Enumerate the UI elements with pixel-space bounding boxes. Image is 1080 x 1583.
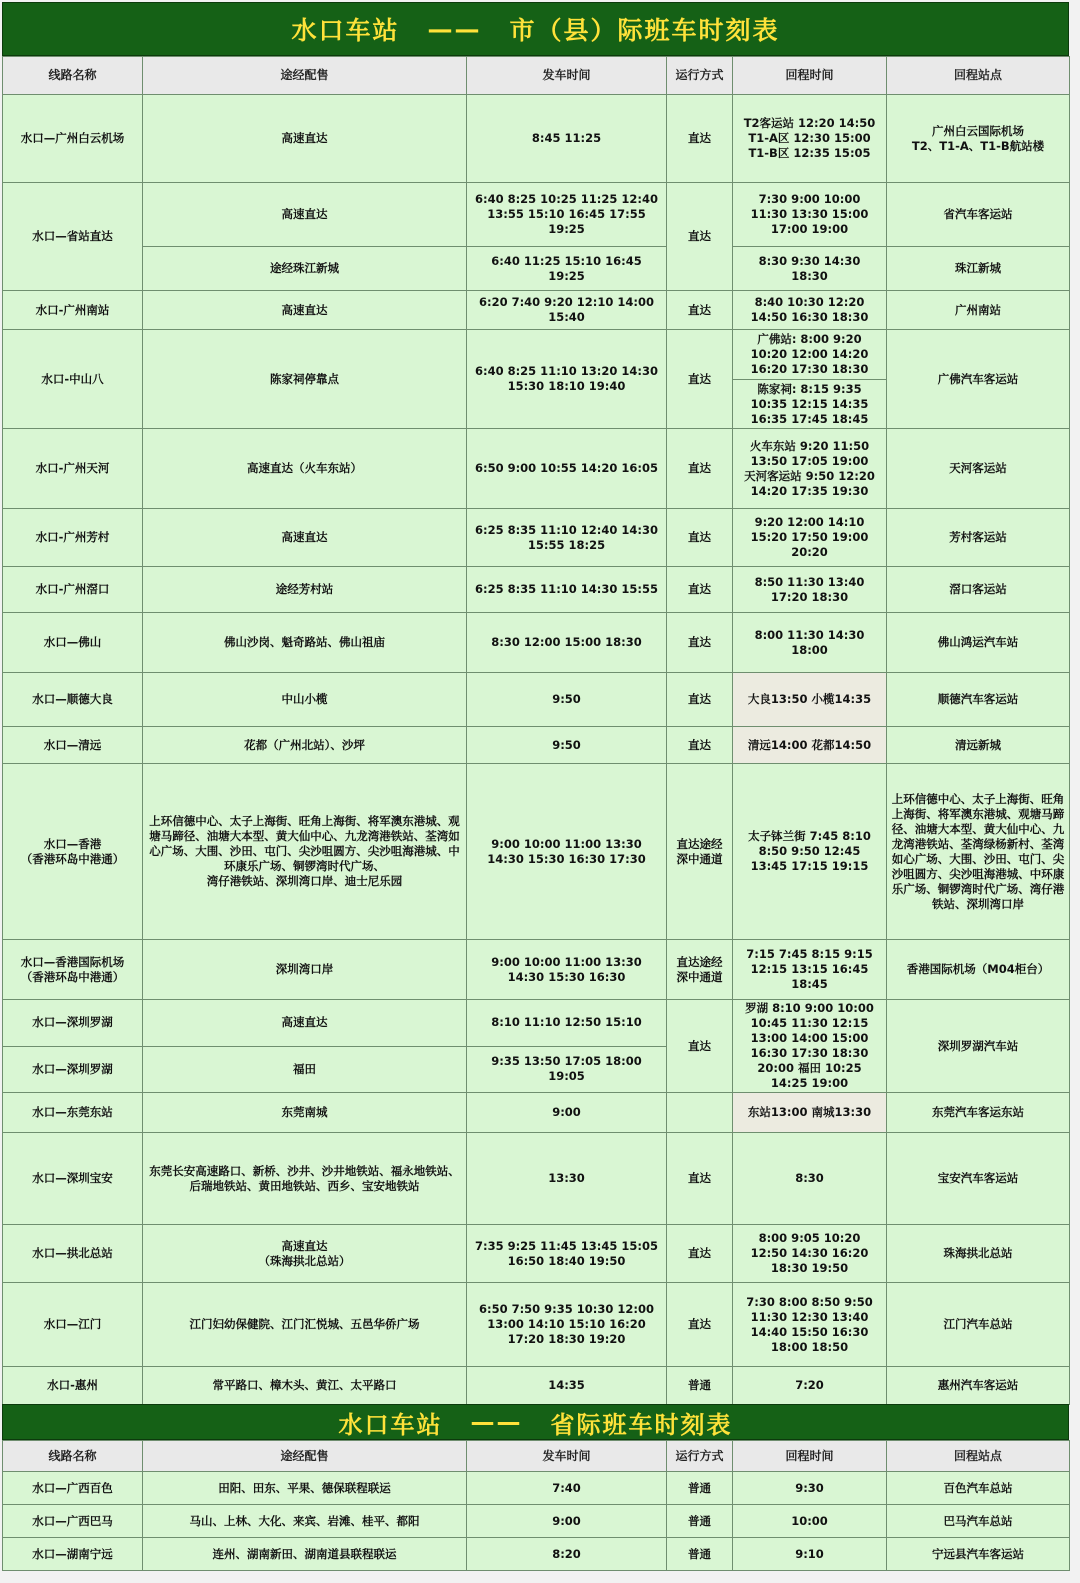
header-via: 途经配售 (143, 57, 467, 95)
route-cell: 水口-广州南站 (3, 291, 143, 330)
table-row (3, 1367, 1070, 1405)
table-row (3, 509, 1070, 567)
return-stop-cell: 清远新城 (887, 727, 1070, 764)
table-header-row (3, 1441, 1070, 1472)
return-time-cell: 火车东站 9:20 11:50 13:50 17:05 19:00 天河客运站 9:50 12:20 14:20 17:35 19:30 (733, 429, 887, 509)
return-stop-cell: 佛山鸿运汽车站 (887, 613, 1070, 673)
return-stop-cell: 广佛汽车客运站 (887, 330, 1070, 429)
table-row (3, 330, 1070, 429)
via-cell: 东莞南城 (143, 1093, 467, 1133)
return-stop-cell: 深圳罗湖汽车站 (887, 1000, 1070, 1093)
depart-cell: 13:30 (467, 1133, 667, 1225)
via-cell: 江门妇幼保健院、江门汇悦城、五邑华侨广场 (143, 1283, 467, 1367)
mode-cell: 直达 (667, 1000, 733, 1093)
return-time-cell: 8:50 11:30 13:40 17:20 18:30 (733, 567, 887, 613)
route-cell: 水口-中山八 (3, 330, 143, 429)
return-time-cell: 8:00 9:05 10:20 12:50 14:30 16:20 18:30 19:50 (733, 1225, 887, 1283)
via-cell: 陈家祠停靠点 (143, 330, 467, 429)
route-cell: 水口—湖南宁远 (3, 1538, 143, 1571)
table-row (3, 1283, 1070, 1367)
mode-cell: 直达 (667, 727, 733, 764)
depart-cell: 7:35 9:25 11:45 13:45 15:05 16:50 18:40 19:50 (467, 1225, 667, 1283)
mode-cell: 直达 (667, 95, 733, 183)
depart-cell: 7:40 (467, 1472, 667, 1505)
table-row (3, 764, 1070, 940)
table-row (3, 1538, 1070, 1571)
mode-cell: 直达途经 深中通道 (667, 764, 733, 940)
mode-cell: 直达 (667, 1225, 733, 1283)
city-timetable-title (2, 2, 1069, 56)
return-stop-cell: 宁远县汽车客运站 (887, 1538, 1070, 1571)
mode-cell: 直达 (667, 1133, 733, 1225)
depart-cell: 9:00 (467, 1505, 667, 1538)
table-row (3, 1505, 1070, 1538)
via-cell: 途经珠江新城 (143, 247, 467, 291)
return-stop-cell: 广州南站 (887, 291, 1070, 330)
return-stop-cell: 芳村客运站 (887, 509, 1070, 567)
return-time-cell: 7:30 9:00 10:00 11:30 13:30 15:00 17:00 19:00 (733, 183, 887, 247)
header-route: 线路名称 (3, 57, 143, 95)
via-cell: 马山、上林、大化、来宾、岩滩、桂平、都阳 (143, 1505, 467, 1538)
return-stop-cell: 宝安汽车客运站 (887, 1133, 1070, 1225)
depart-cell: 8:20 (467, 1538, 667, 1571)
return-stop-cell: 巴马汽车总站 (887, 1505, 1070, 1538)
route-cell: 水口—顺德大良 (3, 673, 143, 727)
route-cell: 水口—广西巴马 (3, 1505, 143, 1538)
header-mode: 运行方式 (667, 57, 733, 95)
return-time-cell: 9:30 (733, 1472, 887, 1505)
depart-cell: 6:50 9:00 10:55 14:20 16:05 (467, 429, 667, 509)
mode-cell: 直达 (667, 673, 733, 727)
header-route: 线路名称 (3, 1441, 143, 1472)
title-station: 水口车站 (291, 16, 400, 45)
title-dash: —— (427, 14, 482, 44)
return-time-cell: 罗湖 8:10 9:00 10:00 10:45 11:30 12:15 13:00 14:00 15:00 16:30 17:30 18:30 20:00 福田 10:25 14:25 19:00 (733, 1000, 887, 1093)
return-stop-cell: 珠海拱北总站 (887, 1225, 1070, 1283)
table-row (3, 727, 1070, 764)
mode-cell: 直达 (667, 509, 733, 567)
return-time-cell: 8:00 11:30 14:30 18:00 (733, 613, 887, 673)
mode-cell: 直达途经 深中通道 (667, 940, 733, 1000)
return-stop-cell: 省汽车客运站 (887, 183, 1070, 247)
return-stop-cell: 江门汽车总站 (887, 1283, 1070, 1367)
return-time-guangfo: 广佛站: 8:00 9:20 10:20 12:00 14:20 16:20 17:30 18:30 (750, 331, 869, 376)
header-mode: 运行方式 (667, 1441, 733, 1472)
provincial-timetable-title (2, 1404, 1069, 1440)
via-cell: 高速直达 (143, 291, 467, 330)
table-row (3, 673, 1070, 727)
route-cell: 水口—香港国际机场 （香港环岛中港通） (3, 940, 143, 1000)
route-cell: 水口—深圳罗湖 (3, 1046, 143, 1093)
mode-cell: 普通 (667, 1505, 733, 1538)
depart-cell: 8:10 11:10 12:50 15:10 (467, 1000, 667, 1047)
depart-cell: 9:50 (467, 673, 667, 727)
return-stop-cell: 滘口客运站 (887, 567, 1070, 613)
mode-cell: 直达 (667, 291, 733, 330)
via-cell: 高速直达 （珠海拱北总站） (143, 1225, 467, 1283)
route-cell: 水口—东莞东站 (3, 1093, 143, 1133)
header-return-time: 回程时间 (733, 1441, 887, 1472)
header-depart: 发车时间 (467, 1441, 667, 1472)
title-dash: —— (470, 1408, 523, 1436)
route-cell: 水口—广州白云机场 (3, 95, 143, 183)
return-stop-cell: 香港国际机场（M04柜台） (887, 940, 1070, 1000)
depart-cell: 9:00 10:00 11:00 13:30 14:30 15:30 16:30 (467, 940, 667, 1000)
mode-cell: 普通 (667, 1367, 733, 1405)
return-time-cell: 大良13:50 小榄14:35 (733, 673, 887, 727)
mode-cell: 直达 (667, 183, 733, 291)
via-cell: 途经芳村站 (143, 567, 467, 613)
title-name: 市（县）际班车时刻表 (509, 16, 780, 45)
mode-cell: 直达 (667, 613, 733, 673)
return-time-chenjiaci: 陈家祠: 8:15 9:35 10:35 12:15 14:35 16:35 17:45 18:45 (733, 379, 886, 427)
via-cell: 田阳、田东、平果、德保联程联运 (143, 1472, 467, 1505)
mode-cell: 普通 (667, 1538, 733, 1571)
route-cell: 水口—江门 (3, 1283, 143, 1367)
depart-cell: 6:25 8:35 11:10 12:40 14:30 15:55 18:25 (467, 509, 667, 567)
via-cell: 高速直达 (143, 1000, 467, 1047)
return-time-cell: 东站13:00 南城13:30 (733, 1093, 887, 1133)
return-time-cell: 7:20 (733, 1367, 887, 1405)
mode-cell: 直达 (667, 330, 733, 429)
route-cell: 水口-广州芳村 (3, 509, 143, 567)
table-row (3, 1000, 1070, 1047)
table-row (3, 1472, 1070, 1505)
table-row (3, 1093, 1070, 1133)
route-cell: 水口—清远 (3, 727, 143, 764)
route-cell: 水口-广州天河 (3, 429, 143, 509)
route-cell: 水口—佛山 (3, 613, 143, 673)
return-time-cell: T2客运站 12:20 14:50 T1-A区 12:30 15:00 T1-B区 12:35 15:05 (733, 95, 887, 183)
table-row (3, 291, 1070, 330)
depart-cell: 6:40 8:25 11:10 13:20 14:30 15:30 18:10 19:40 (467, 330, 667, 429)
via-cell: 高速直达 (143, 509, 467, 567)
return-time-cell (733, 330, 887, 429)
return-stop-cell: 天河客运站 (887, 429, 1070, 509)
mode-cell: 直达 (667, 1283, 733, 1367)
return-time-cell: 8:30 (733, 1133, 887, 1225)
table-row (3, 940, 1070, 1000)
depart-cell: 14:35 (467, 1367, 667, 1405)
return-stop-cell: 珠江新城 (887, 247, 1070, 291)
via-cell: 佛山沙岗、魁奇路站、佛山祖庙 (143, 613, 467, 673)
return-time-cell: 7:30 8:00 8:50 9:50 11:30 12:30 13:40 14:40 15:50 16:30 18:00 18:50 (733, 1283, 887, 1367)
table-row (3, 247, 1070, 291)
route-cell: 水口—广西百色 (3, 1472, 143, 1505)
table-row (3, 429, 1070, 509)
return-time-cell: 10:00 (733, 1505, 887, 1538)
table-row (3, 183, 1070, 247)
depart-cell: 9:35 13:50 17:05 18:00 19:05 (467, 1046, 667, 1093)
return-stop-cell: 百色汽车总站 (887, 1472, 1070, 1505)
via-cell: 深圳湾口岸 (143, 940, 467, 1000)
return-time-cell: 9:20 12:00 14:10 15:20 17:50 19:00 20:20 (733, 509, 887, 567)
depart-cell: 6:50 7:50 9:35 10:30 12:00 13:00 14:10 15:10 16:20 17:20 18:30 19:20 (467, 1283, 667, 1367)
via-cell: 连州、湖南新田、湖南道县联程联运 (143, 1538, 467, 1571)
return-stop-cell: 广州白云国际机场 T2、T1-A、T1-B航站楼 (887, 95, 1070, 183)
return-stop-cell: 顺德汽车客运站 (887, 673, 1070, 727)
header-return-stop: 回程站点 (887, 57, 1070, 95)
table-row (3, 95, 1070, 183)
route-cell: 水口—省站直达 (3, 183, 143, 291)
table-row (3, 567, 1070, 613)
route-cell: 水口-广州滘口 (3, 567, 143, 613)
return-time-cell: 清远14:00 花都14:50 (733, 727, 887, 764)
table-row (3, 1225, 1070, 1283)
return-time-cell: 8:40 10:30 12:20 14:50 16:30 18:30 (733, 291, 887, 330)
header-return-time: 回程时间 (733, 57, 887, 95)
title-station: 水口车站 (338, 1410, 443, 1439)
depart-cell: 8:45 11:25 (467, 95, 667, 183)
table-header-row (3, 57, 1070, 95)
provincial-timetable-table (2, 1440, 1070, 1571)
header-via: 途经配售 (143, 1441, 467, 1472)
mode-cell: 直达 (667, 429, 733, 509)
via-cell: 高速直达 (143, 95, 467, 183)
via-cell: 高速直达 (143, 183, 467, 247)
depart-cell: 9:00 10:00 11:00 13:30 14:30 15:30 16:30 17:30 (467, 764, 667, 940)
return-time-cell: 8:30 9:30 14:30 18:30 (733, 247, 887, 291)
depart-cell: 9:00 (467, 1093, 667, 1133)
route-cell: 水口—深圳罗湖 (3, 1000, 143, 1047)
depart-cell: 6:20 7:40 9:20 12:10 14:00 15:40 (467, 291, 667, 330)
route-cell: 水口—深圳宝安 (3, 1133, 143, 1225)
mode-cell (667, 1093, 733, 1133)
city-timetable-table (2, 56, 1070, 1405)
via-cell: 中山小榄 (143, 673, 467, 727)
return-time-cell: 太子钵兰街 7:45 8:10 8:50 9:50 12:45 13:45 17:15 19:15 (733, 764, 887, 940)
via-cell: 福田 (143, 1046, 467, 1093)
route-cell: 水口—拱北总站 (3, 1225, 143, 1283)
depart-cell: 6:40 8:25 10:25 11:25 12:40 13:55 15:10 16:45 17:55 19:25 (467, 183, 667, 247)
table-row (3, 613, 1070, 673)
return-stop-cell: 上环信德中心、太子上海街、旺角上海街、将军澳东港城、观塘马蹄径、油塘大本型、黄大仙中心、九龙湾港铁站、荃湾绿杨新村、荃湾如心广场、大围、沙田、屯门、尖沙咀圆方、尖沙咀海港城、中环康乐广场、铜锣湾时代广场、湾仔港铁站、深圳湾口岸 (887, 764, 1070, 940)
mode-cell: 直达 (667, 567, 733, 613)
via-cell: 上环信德中心、太子上海街、旺角上海街、将军澳东港城、观塘马蹄径、油塘大本型、黄大仙中心、九龙湾港铁站、荃湾如心广场、大围、沙田、屯门、尖沙咀圆方、尖沙咀海港城、中环康乐广场、铜锣湾时代广场、 湾仔港铁站、深圳湾口岸、迪士尼乐园 (143, 764, 467, 940)
via-cell: 常平路口、樟木头、黄江、太平路口 (143, 1367, 467, 1405)
via-cell: 东莞长安高速路口、新桥、沙井、沙井地铁站、福永地铁站、后瑞地铁站、黄田地铁站、西乡、宝安地铁站 (143, 1133, 467, 1225)
via-cell: 高速直达（火车东站） (143, 429, 467, 509)
via-cell: 花都（广州北站）、沙坪 (143, 727, 467, 764)
table-row (3, 1133, 1070, 1225)
depart-cell: 6:25 8:35 11:10 14:30 15:55 (467, 567, 667, 613)
header-depart: 发车时间 (467, 57, 667, 95)
route-cell: 水口-惠州 (3, 1367, 143, 1405)
header-return-stop: 回程站点 (887, 1441, 1070, 1472)
return-stop-cell: 东莞汽车客运东站 (887, 1093, 1070, 1133)
title-name: 省际班车时刻表 (550, 1410, 733, 1439)
return-time-cell: 9:10 (733, 1538, 887, 1571)
depart-cell: 8:30 12:00 15:00 18:30 (467, 613, 667, 673)
depart-cell: 9:50 (467, 727, 667, 764)
depart-cell: 6:40 11:25 15:10 16:45 19:25 (467, 247, 667, 291)
mode-cell: 普通 (667, 1472, 733, 1505)
return-stop-cell: 惠州汽车客运站 (887, 1367, 1070, 1405)
route-cell: 水口—香港 （香港环岛中港通） (3, 764, 143, 940)
return-time-cell: 7:15 7:45 8:15 9:15 12:15 13:15 16:45 18:45 (733, 940, 887, 1000)
